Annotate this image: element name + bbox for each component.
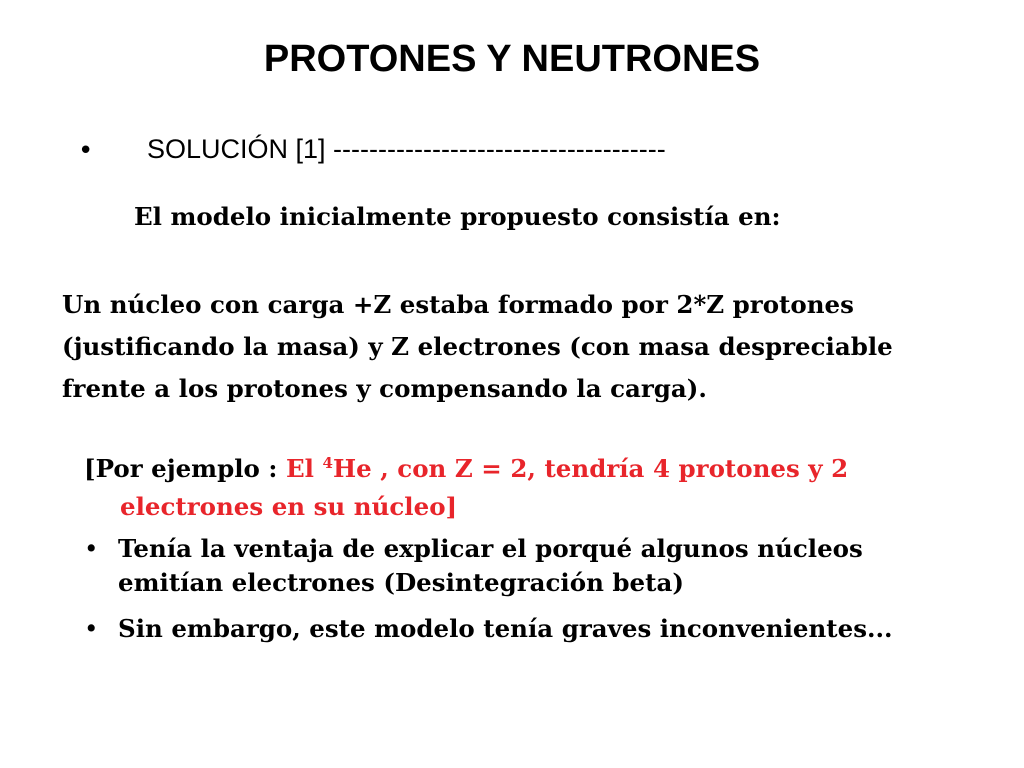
solution-label: SOLUCIÓN [1] ------------------------------------- xyxy=(147,134,666,164)
protons-count: 4 protones xyxy=(652,454,800,483)
description-line: Un núcleo con carga +Z estaba formado por 2*Z protones xyxy=(62,290,854,319)
slide-title: PROTONES Y NEUTRONES xyxy=(263,38,761,80)
example-close: en su núcleo] xyxy=(263,492,458,521)
bullet-marker: • xyxy=(78,136,94,166)
example-el: El xyxy=(285,454,323,483)
example-block xyxy=(84,450,1014,526)
electrons-count: 2 xyxy=(831,454,849,483)
list-item-line: Tenía la ventaja de explicar el porqué algunos núcleos xyxy=(118,534,863,563)
list-item xyxy=(84,532,863,600)
bullet-marker: • xyxy=(84,534,99,563)
example-y: y xyxy=(799,454,832,483)
example-tendria: tendría xyxy=(535,454,653,483)
example-line-2 xyxy=(84,488,1014,526)
description-line: frente a los protones y compensando la carga). xyxy=(62,374,707,403)
list-item-line: Sin embargo, este modelo tenía graves inconvenientes... xyxy=(118,614,893,643)
example-con: , con xyxy=(371,454,455,483)
list-item xyxy=(84,612,893,646)
element-symbol: He xyxy=(332,454,372,483)
model-description xyxy=(62,284,1022,410)
z-value: Z = 2, xyxy=(454,454,536,483)
list-item-line: emitían electrones (Desintegración beta) xyxy=(118,568,684,597)
mass-number: 4 xyxy=(322,453,333,472)
electrons-word: electrones xyxy=(120,492,264,521)
example-open: [Por ejemplo : xyxy=(84,454,286,483)
example-line-1 xyxy=(84,450,1014,488)
intro-text: El modelo inicialmente propuesto consistía en: xyxy=(134,202,781,231)
description-line: (justificando la masa) y Z electrones (con masa despreciable xyxy=(62,332,893,361)
bullet-marker: • xyxy=(84,614,99,643)
